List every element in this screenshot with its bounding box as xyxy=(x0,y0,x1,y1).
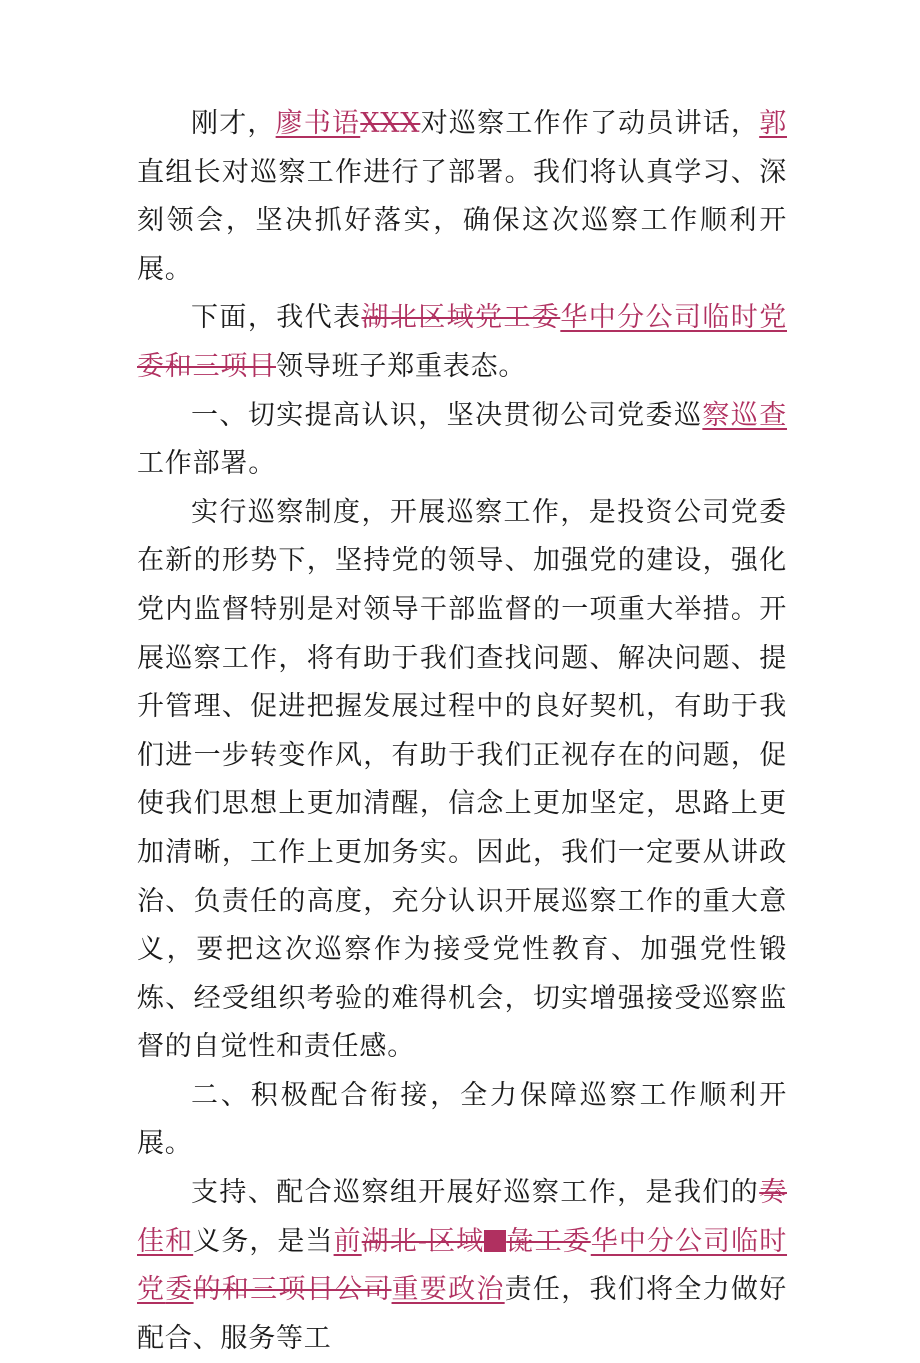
paragraph-body-2 xyxy=(137,1169,787,1363)
text-run: 支持、配合巡察组开展好巡察工作，是我们的 xyxy=(191,1177,760,1209)
section-heading-2 xyxy=(137,1072,787,1169)
deleted-text: 奏 xyxy=(759,1177,787,1209)
inserted-text: 华中分公司临时党 xyxy=(137,1225,788,1306)
text-run: 实行巡察制度，开展巡察工作，是投资公司党委在新的形势下，坚持党的领导、加强党的建设，强化党内监督特别是对领导干部监督的一项重大举措。开展巡察工作，将有助于我们查找问题、解决问题、提升管理、促进把握发展过程中的良好契机，有助于我们进一步转变作风，有助于我们正视存在的问题，促使我们思想上更加清醒，信念上更加坚定，思路上更加清晰，工作上更加务实。因此，我们一定要从讲政治、负责任的高度，充分认识开展巡察工作的重大意义，要把这次巡察作为接受党性教育、加强党性锻炼、经受组织考验的难得机会，切实增强接受巡察监督的自觉性和责任感。 xyxy=(137,496,787,1063)
document-body xyxy=(137,100,787,1363)
inserted-text: 察巡查 xyxy=(702,399,787,431)
text-run: 刚才， xyxy=(191,108,276,139)
redaction-block xyxy=(484,1230,506,1252)
inserted-text: 前 xyxy=(333,1225,362,1257)
text-run: 一、切实提高认识，坚决贯彻公司党委巡 xyxy=(191,399,703,431)
text-run: 领导班子郑重表态。 xyxy=(276,350,527,382)
deleted-text: 的和三项目公司 xyxy=(193,1274,392,1306)
deleted-text: 湖北-区域 xyxy=(361,1225,485,1257)
deleted-text: 委和三项目 xyxy=(137,350,276,382)
inserted-text: 华中分公司临时党 xyxy=(560,302,787,334)
text-run: 工作部署。 xyxy=(137,448,276,480)
inserted-text: 廖书语 xyxy=(275,108,361,139)
section-heading-1 xyxy=(137,392,787,489)
text-run: 责任，我们将全力做好配合、服务等工 xyxy=(137,1274,787,1354)
text-run: 下面，我代表 xyxy=(191,302,362,334)
paragraph-opening xyxy=(137,100,787,294)
inserted-text: 委 xyxy=(165,1274,194,1306)
text-run: 二、积极配合衔接，全力保障巡察工作顺利开展。 xyxy=(137,1079,787,1160)
inserted-text: 佳和 xyxy=(137,1225,194,1257)
inserted-text: 郭 xyxy=(759,108,787,139)
deleted-text: 湖北区域党工委 xyxy=(361,302,561,334)
inserted-text: 重要政治 xyxy=(391,1274,505,1306)
paragraph-statement xyxy=(137,294,787,391)
deleted-text: XXX xyxy=(360,108,421,139)
paragraph-body-1 xyxy=(137,489,787,1072)
text-run: 对巡察工作作了动员讲话， xyxy=(420,108,760,139)
deleted-text: 彘工委 xyxy=(506,1225,591,1257)
text-run: 义务，是当 xyxy=(193,1225,334,1257)
text-run: 直组长对巡察工作进行了部署。我们将认真学习、深刻领会，坚决抓好落实，确保这次巡察工作顺利开展。 xyxy=(137,156,787,285)
